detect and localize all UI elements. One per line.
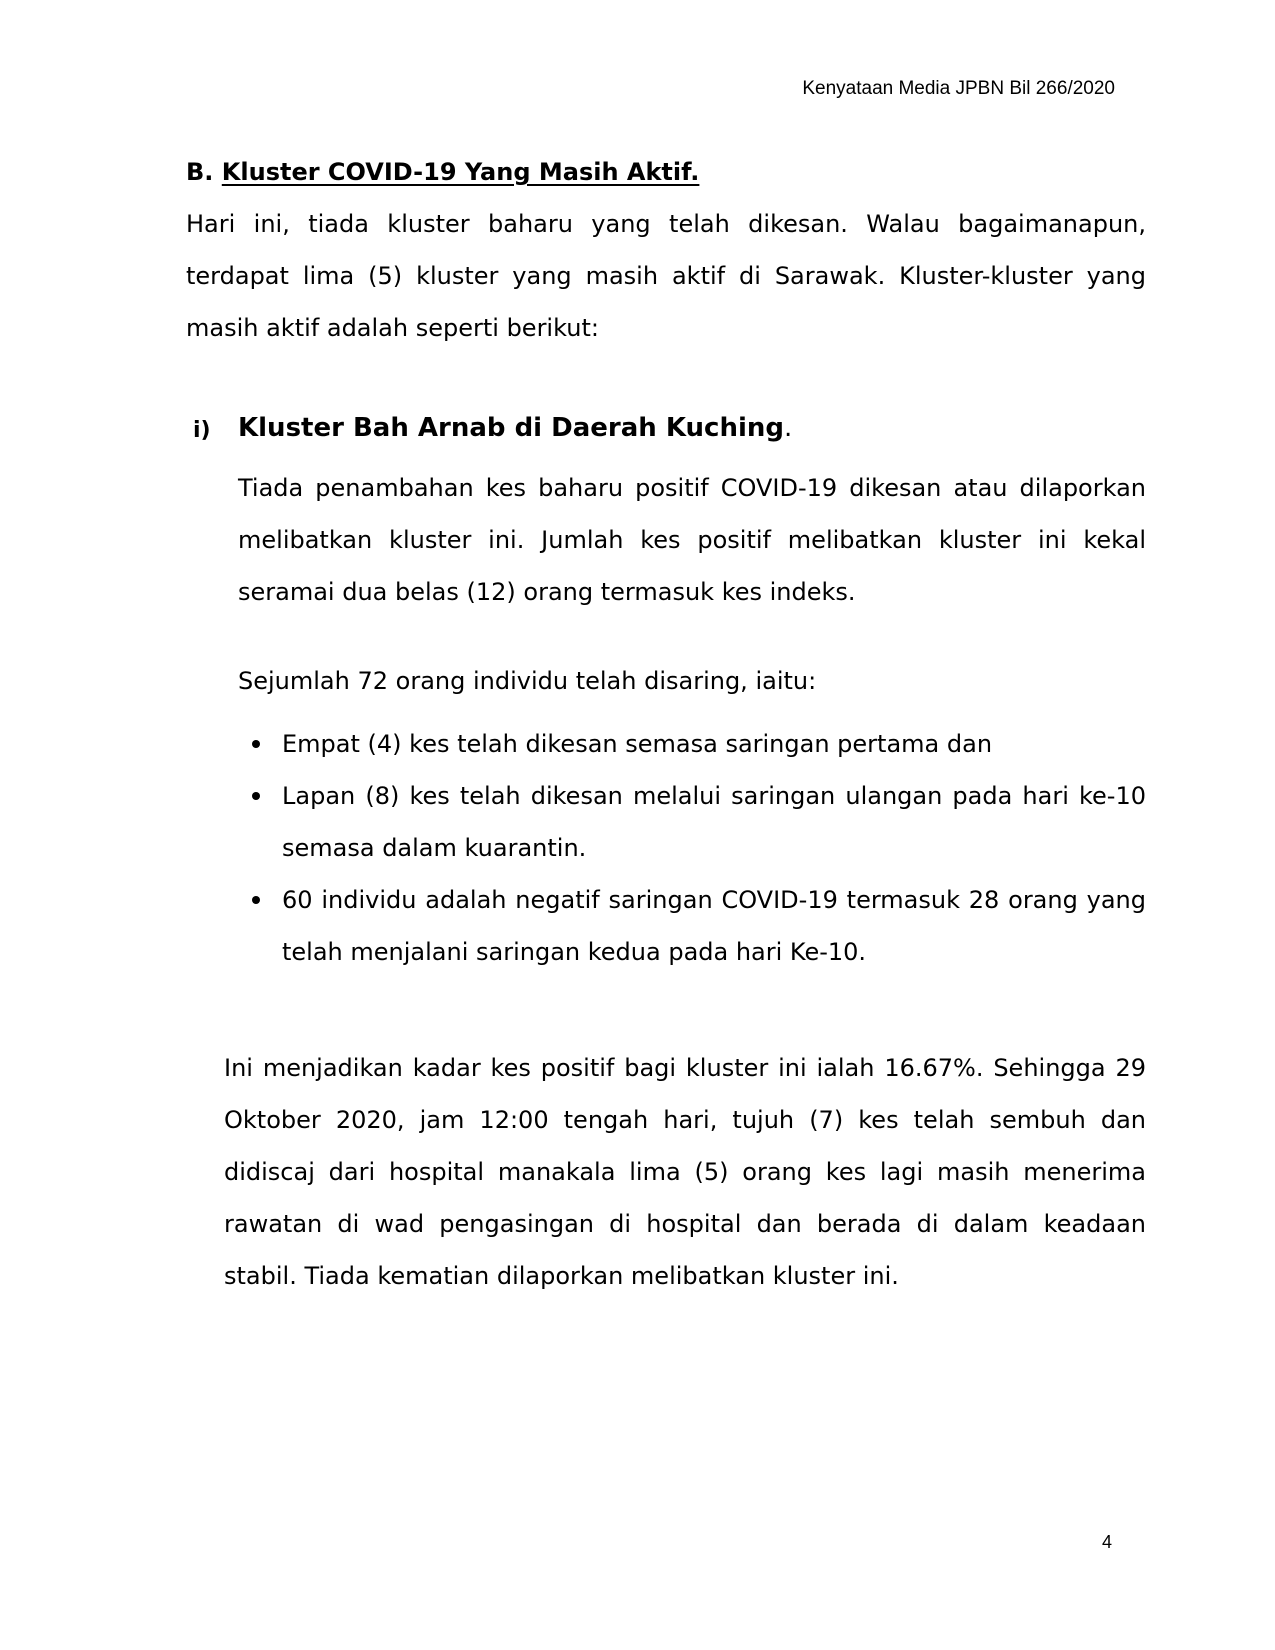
section-intro-paragraph: Hari ini, tiada kluster baharu yang telah dikesan. Walau bagaimanapun, terdapat lima (5) kluster yang masih aktif di Sarawak. Kluster-kluster yang masih aktif adalah seperti berikut: — [186, 210, 1146, 342]
section-heading — [186, 158, 699, 186]
section-title: Kluster COVID-19 Yang Masih Aktif. — [221, 158, 700, 186]
section-marker: B. — [186, 158, 214, 186]
list-item — [250, 718, 1146, 770]
closing-paragraph: Ini menjadikan kadar kes positif bagi kluster ini ialah 16.67%. Sehingga 29 Oktober 2020, jam 12:00 tengah hari, tujuh (7) kes telah sembuh dan didiscaj dari hospital manakala lima (5) orang kes lagi masih menerima rawatan di wad pengasingan di hospital dan berada di dalam keadaan stabil. Tiada kematian dilaporkan melibatkan kluster ini. — [224, 1054, 1146, 1290]
media-statement-reference: Kenyataan Media JPBN Bil 266/2020 — [802, 78, 1115, 99]
list-item-text: Empat (4) kes telah dikesan semasa saringan pertama dan — [282, 730, 993, 758]
cluster-marker: i) — [193, 418, 211, 443]
bullet-icon — [252, 896, 260, 904]
cluster-heading — [238, 413, 792, 443]
cluster-title: Kluster Bah Arnab di Daerah Kuching — [238, 413, 784, 443]
list-item — [250, 770, 1146, 874]
bullet-icon — [252, 792, 260, 800]
bullet-icon — [252, 740, 260, 748]
cluster-summary-paragraph: Tiada penambahan kes baharu positif COVID-19 dikesan atau dilaporkan melibatkan kluster ini. Jumlah kes positif melibatkan kluster ini kekal seramai dua belas (12) orang termasuk kes indeks. — [238, 474, 1146, 606]
screening-lead: Sejumlah 72 orang individu telah disaring, iaitu: — [238, 667, 817, 695]
page-number: 4 — [1102, 1532, 1113, 1552]
cluster-title-suffix: . — [784, 413, 793, 443]
list-item-text: Lapan (8) kes telah dikesan melalui saringan ulangan pada hari ke-10 semasa dalam kuarantin. — [282, 782, 1146, 862]
list-item-text: 60 individu adalah negatif saringan COVID-19 termasuk 28 orang yang telah menjalani saringan kedua pada hari Ke-10. — [282, 886, 1146, 966]
screening-list — [250, 718, 1146, 978]
list-item — [250, 874, 1146, 978]
